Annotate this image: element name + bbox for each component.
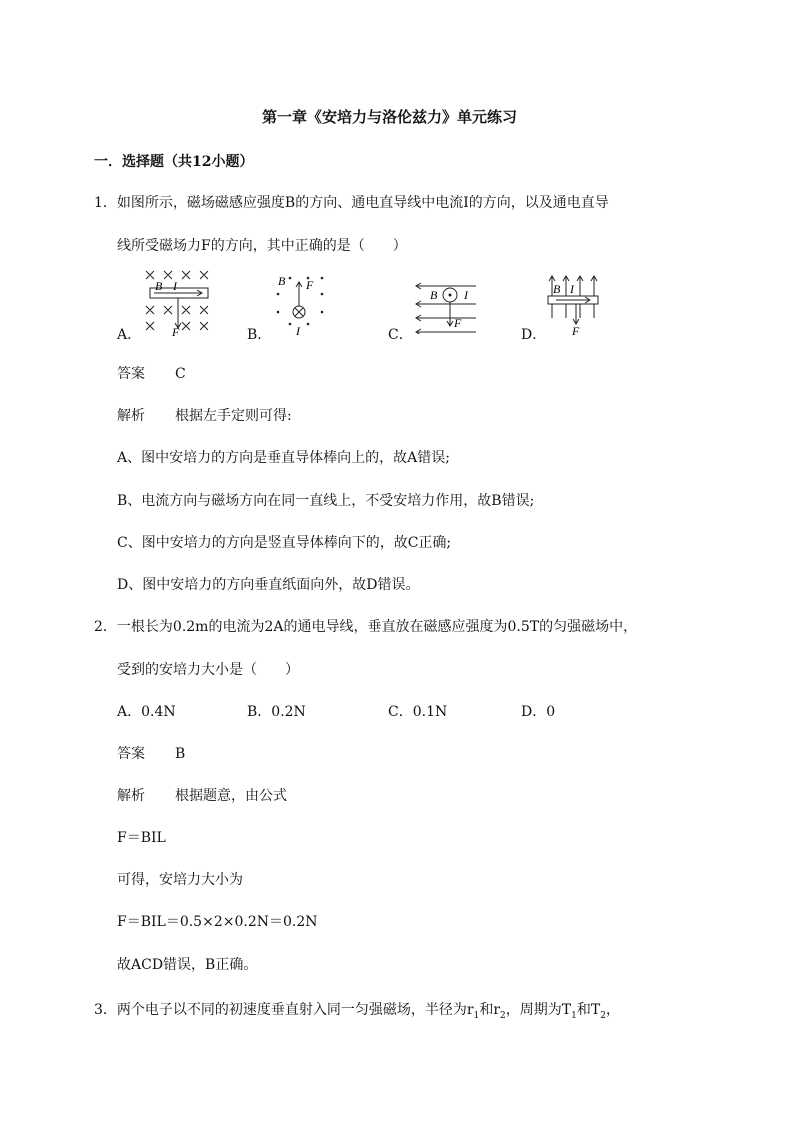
q2-stem-line1: 2．一根长为0.2m的电流为2A的通电导线，垂直放在磁感应强度为0.5T的匀强磁场中，	[94, 619, 638, 635]
analysis-text: 根据题意，由公式	[175, 788, 287, 804]
q1-stem-line2: 线所受磁场力F的方向，其中正确的是（ ）	[117, 238, 407, 254]
q2-answer	[117, 744, 185, 764]
q1-a-b-label: B	[155, 279, 163, 293]
q1-c-b-label: B	[430, 288, 438, 302]
q1-c-f-label: F	[454, 316, 462, 330]
q1-option-d-figure	[546, 272, 602, 338]
q3-stem: 3．两个电子以不同的初速度垂直射入同一匀强磁场，半径为$r_1$和$r_2$，周期为$T_1$和$T_2$，	[94, 1002, 620, 1021]
answer-value: C	[175, 366, 186, 382]
q2-formula-2: F＝BIL＝0.5×2×0.2N＝0.2N	[117, 914, 318, 930]
q1-option-a-label: A．	[117, 327, 142, 343]
q2-stem-line2: 受到的安培力大小是（ ）	[117, 662, 299, 678]
q1-answer	[117, 364, 186, 384]
q2-option-a: A．0.4N	[117, 704, 176, 720]
answer-value: B	[175, 746, 186, 762]
answer-tag: 答案	[117, 366, 145, 382]
q2-option-b: B．0.2N	[247, 704, 306, 720]
force-arrow	[447, 302, 453, 326]
q1-stem-line1: 1．如图所示，磁场磁感应强度B的方向、通电直导线中电流I的方向，以及通电直导	[94, 195, 609, 211]
analysis-text: 根据左手定则可得:	[175, 408, 292, 424]
q1-option-c-label: C．	[388, 327, 413, 343]
force-arrow	[573, 304, 579, 324]
q1-option-d-label: D．	[521, 327, 547, 343]
page-title: 第一章《安培力与洛伦兹力》单元练习	[262, 108, 518, 126]
q2-option-c: C．0.1N	[388, 704, 448, 720]
q1-option-b-label: B．	[247, 327, 272, 343]
q1-a-i-label: I	[173, 279, 177, 293]
q1-option-a-figure	[142, 268, 218, 338]
q1-b-b-label: B	[278, 274, 286, 288]
q1-b-i-label: I	[296, 324, 300, 338]
analysis-tag: 解析	[117, 788, 145, 804]
answer-tag: 答案	[117, 746, 145, 762]
q1-option-c-figure	[414, 280, 478, 334]
q1-d-b-label: B	[553, 282, 561, 296]
q1-d-f-label: F	[572, 324, 580, 338]
q1-a-f-label: F	[172, 325, 180, 338]
q2-analysis	[117, 786, 287, 806]
q1-analysis	[117, 406, 292, 426]
q2-conclusion: 故ACD错误，B正确。	[117, 957, 258, 973]
q1-b-f-label: F	[306, 278, 314, 292]
q1-option-b-figure	[272, 272, 332, 340]
section-heading: 一．选择题（共12小题）	[94, 154, 254, 170]
force-arrow	[175, 298, 181, 328]
q1-d-i-label: I	[570, 282, 574, 296]
q2-mid-text: 可得，安培力大小为	[117, 872, 243, 888]
q1-c-i-label: I	[464, 288, 468, 302]
force-arrow	[296, 282, 302, 306]
q2-option-d: D．0	[521, 704, 556, 720]
q1-explanation-a: A、图中安培力的方向是垂直导体棒向上的，故A错误;	[117, 450, 450, 466]
q1-explanation-c: C、图中安培力的方向是竖直导体棒向下的，故C正确;	[117, 535, 452, 551]
q1-explanation-d: D、图中安培力的方向垂直纸面向外，故D错误。	[117, 577, 420, 593]
q2-formula-1: F＝BIL	[117, 830, 166, 846]
q1-explanation-b: B、电流方向与磁场方向在同一直线上，不受安培力作用，故B错误;	[117, 493, 535, 509]
analysis-tag: 解析	[117, 408, 145, 424]
